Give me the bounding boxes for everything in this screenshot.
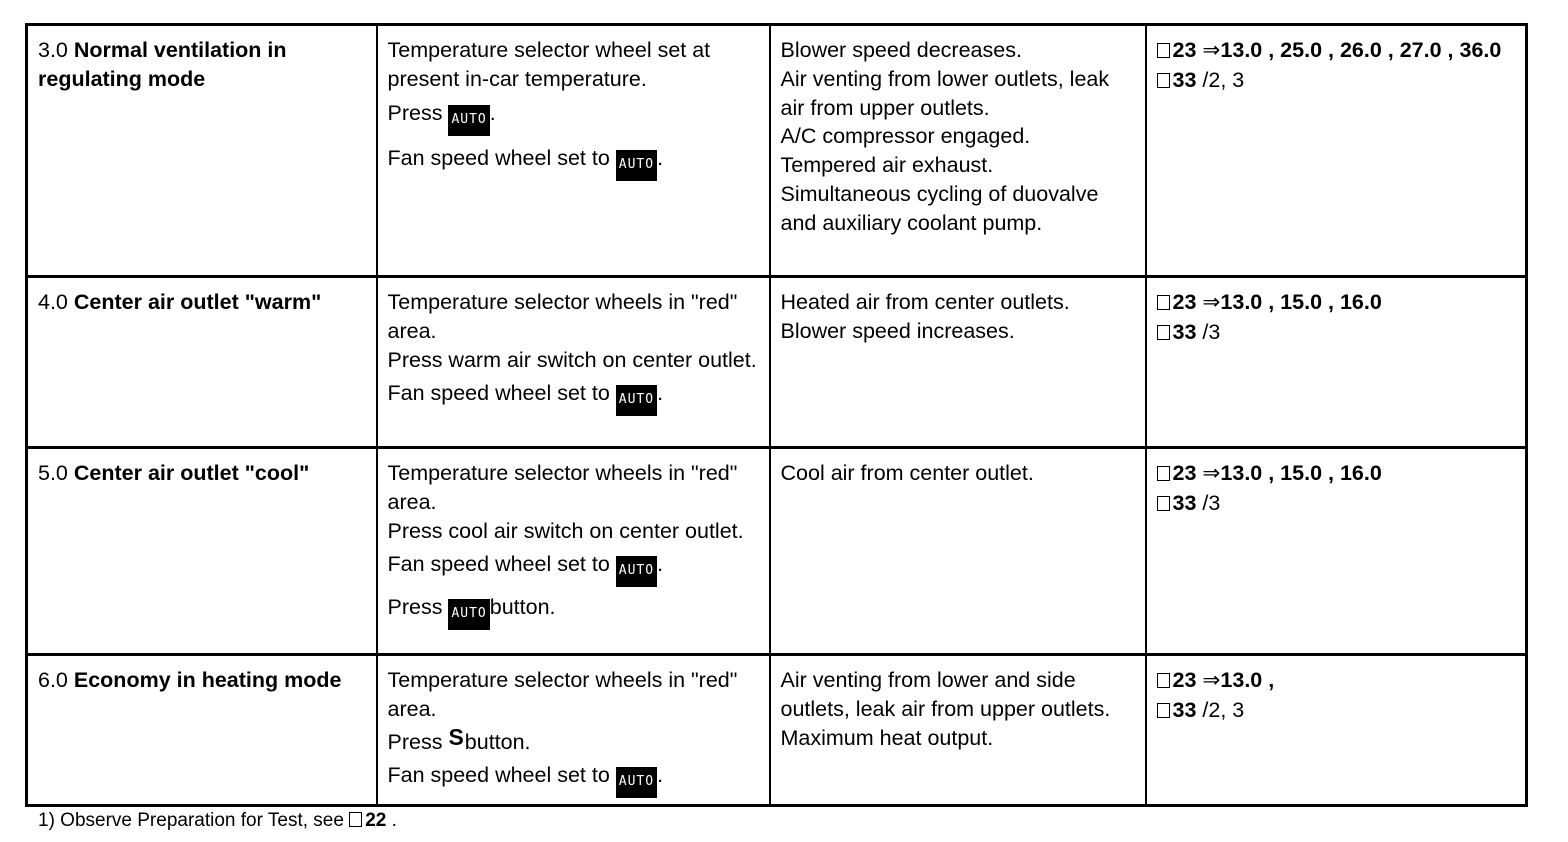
procedure-text: Press — [387, 100, 449, 125]
page-ref-box-icon — [349, 812, 362, 827]
result-line: A/C compressor engaged. — [780, 124, 1031, 149]
ref-page: 33 — [1172, 319, 1197, 344]
table-body — [27, 25, 1527, 806]
step-cell — [27, 277, 377, 448]
step-number: 3.0 — [38, 38, 68, 62]
procedure-cell — [377, 277, 770, 448]
table-row — [27, 277, 1527, 448]
result-line: Simultaneous cycling of duovalve and auxiliary coolant pump. — [780, 181, 1099, 235]
reference-cell — [1146, 655, 1527, 806]
page-ref-box-icon — [1157, 325, 1170, 340]
footnote-text: 1) Observe Preparation for Test, see — [38, 810, 350, 831]
table-row — [27, 655, 1527, 806]
procedure-cell — [377, 25, 770, 277]
reference-line — [1157, 696, 1516, 725]
reference-line — [1157, 489, 1516, 518]
procedure-cell — [377, 448, 770, 655]
test-table — [25, 23, 1528, 807]
procedure-line — [387, 723, 759, 757]
procedure-line: Press cool air switch on center outlet. — [387, 518, 744, 543]
procedure-text: Press — [387, 729, 449, 754]
arrow-icon: ⇒ — [1202, 38, 1221, 63]
ref-suffix: /2, 3 — [1202, 697, 1245, 722]
ref-suffix: /2, 3 — [1202, 67, 1245, 92]
ref-page: 33 — [1172, 67, 1197, 92]
result-cell — [770, 655, 1146, 806]
ref-values: 13.0 , 15.0 , 16.0 — [1220, 461, 1382, 485]
page-ref-box-icon — [1157, 673, 1170, 688]
procedure-line — [388, 761, 759, 798]
step-number: 6.0 — [38, 668, 68, 692]
footnote — [38, 810, 397, 832]
step-title: Center air outlet "warm" — [73, 290, 322, 314]
procedure-text: Fan speed wheel set to — [387, 381, 616, 406]
ref-page: 33 — [1172, 490, 1197, 515]
footnote-suffix: . — [386, 810, 397, 831]
auto-badge-icon: AUTO — [616, 385, 657, 416]
step-title: Normal ventilation in regulating mode — [38, 38, 287, 91]
step-number: 4.0 — [38, 290, 68, 314]
procedure-line — [388, 550, 759, 587]
reference-line — [1157, 66, 1516, 95]
result-line: Maximum heat output. — [780, 725, 994, 750]
procedure-text: Press — [387, 595, 449, 620]
step-title: Economy in heating mode — [73, 668, 342, 692]
ref-page: 23 — [1172, 461, 1197, 485]
ref-values: 13.0 , 15.0 , 16.0 — [1220, 290, 1382, 314]
result-line: Cool air from center outlet. — [780, 461, 1034, 485]
step-cell — [27, 655, 377, 806]
ref-page: 23 — [1172, 290, 1197, 314]
result-line: Heated air from center outlets. — [780, 290, 1070, 314]
procedure-cell — [377, 655, 770, 806]
procedure-text: button. — [464, 729, 531, 754]
procedure-text: Fan speed wheel set to — [387, 552, 616, 577]
ref-page: 33 — [1172, 697, 1197, 722]
result-line: Blower speed increases. — [780, 318, 1015, 343]
arrow-icon: ⇒ — [1202, 290, 1221, 315]
result-cell — [770, 25, 1146, 277]
procedure-text: . — [489, 100, 496, 125]
auto-badge-icon: AUTO — [448, 105, 489, 136]
procedure-line — [388, 144, 759, 181]
procedure-line — [388, 593, 759, 630]
page-ref-box-icon — [1157, 466, 1170, 481]
reference-line — [1157, 666, 1516, 696]
procedure-text: . — [657, 145, 664, 170]
auto-badge-icon: AUTO — [448, 599, 489, 630]
ref-page: 23 — [1172, 38, 1197, 62]
step-cell — [27, 25, 377, 277]
page-ref-box-icon — [1157, 43, 1170, 58]
result-line: Air venting from lower and side outlets, leak air from upper outlets. — [780, 668, 1111, 721]
auto-badge-icon: AUTO — [616, 767, 657, 798]
step-number: 5.0 — [38, 461, 68, 485]
procedure-line — [388, 379, 759, 416]
page-ref-box-icon — [1157, 703, 1170, 718]
reference-line — [1157, 288, 1516, 318]
auto-badge-icon: AUTO — [616, 150, 657, 181]
page-ref-box-icon — [1157, 73, 1170, 88]
ref-page: 23 — [1172, 668, 1197, 692]
page-ref-box-icon — [1157, 295, 1170, 310]
table-row — [27, 25, 1527, 277]
procedure-line: Temperature selector wheels in "red" area. — [387, 290, 738, 343]
result-cell — [770, 448, 1146, 655]
page-ref-box-icon — [1157, 496, 1170, 511]
procedure-text: Fan speed wheel set to — [387, 145, 616, 170]
procedure-line — [388, 99, 759, 136]
reference-cell — [1146, 25, 1527, 277]
procedure-line: Temperature selector wheels in "red" area. — [387, 668, 738, 721]
procedure-line: Temperature selector wheels in "red" area. — [387, 461, 738, 514]
procedure-text: button. — [489, 595, 556, 620]
procedure-text: . — [657, 763, 664, 788]
ref-suffix: /3 — [1202, 490, 1221, 515]
reference-cell — [1146, 277, 1527, 448]
table-row — [27, 448, 1527, 655]
arrow-icon: ⇒ — [1202, 461, 1221, 486]
reference-line — [1157, 36, 1516, 66]
ref-values: 13.0 , — [1220, 668, 1275, 692]
procedure-line: Temperature selector wheel set at present in-car temperature. — [387, 38, 711, 91]
reference-line — [1157, 318, 1516, 347]
result-line: Air venting from lower outlets, leak air from upper outlets. — [780, 66, 1110, 120]
step-cell — [27, 448, 377, 655]
procedure-line: Press warm air switch on center outlet. — [387, 347, 757, 372]
procedure-text: . — [657, 381, 664, 406]
result-line: Blower speed decreases. — [780, 38, 1022, 62]
auto-badge-icon: AUTO — [616, 556, 657, 587]
arrow-icon: ⇒ — [1202, 668, 1221, 693]
economy-s-icon: S — [448, 723, 464, 750]
procedure-text: Fan speed wheel set to — [387, 763, 616, 788]
result-line: Tempered air exhaust. — [780, 153, 994, 178]
step-title: Center air outlet "cool" — [73, 461, 310, 485]
result-cell — [770, 277, 1146, 448]
reference-line — [1157, 459, 1516, 489]
reference-cell — [1146, 448, 1527, 655]
ref-values: 13.0 , 25.0 , 26.0 , 27.0 , 36.0 — [1220, 38, 1502, 62]
ref-suffix: /3 — [1202, 319, 1221, 344]
procedure-text: . — [657, 552, 664, 577]
footnote-page-ref: 22 — [365, 810, 387, 831]
